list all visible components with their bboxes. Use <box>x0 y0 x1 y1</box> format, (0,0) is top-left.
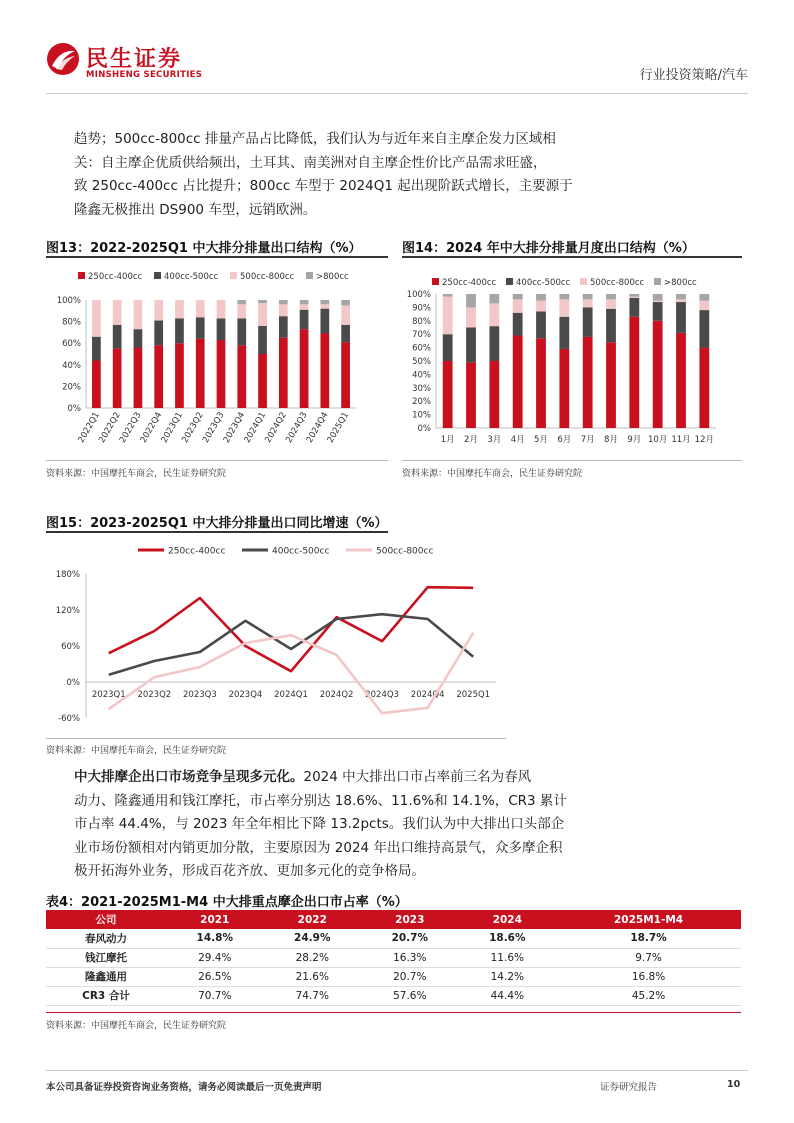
bar-segment <box>513 294 523 299</box>
body-lead: 中大排摩企出口市场竞争呈现多元化。 <box>74 769 304 785</box>
y-tick-label: 120% <box>55 606 80 616</box>
x-tick-label: 2025Q1 <box>456 690 491 700</box>
x-tick-label: 8月 <box>604 435 618 445</box>
x-tick-label: 12月 <box>694 435 714 445</box>
bar-segment <box>699 294 709 301</box>
figure-15-rule <box>46 531 388 533</box>
table-header-cell: 2024 <box>459 910 557 929</box>
x-tick-label: 2022Q4 <box>138 410 165 445</box>
bar-segment <box>583 337 593 428</box>
legend-swatch <box>580 278 587 285</box>
bar-segment <box>279 300 288 304</box>
x-tick-label: 2023Q3 <box>201 410 227 445</box>
bar-segment <box>676 299 686 302</box>
bar-segment <box>536 338 546 428</box>
bar-segment <box>676 294 686 299</box>
table-cell: 18.6% <box>459 929 557 948</box>
bar-segment <box>606 299 616 308</box>
body-line: 极开拓海外业务，形成百花齐放、更加多元化的竞争格局。 <box>74 863 425 879</box>
legend-label: 400cc-500cc <box>164 272 219 282</box>
x-tick-label: 2023Q2 <box>137 690 172 700</box>
bar-segment <box>175 343 184 408</box>
bar-segment <box>629 298 639 317</box>
bar-segment <box>237 345 246 408</box>
legend-swatch <box>230 272 237 279</box>
bar-segment <box>154 345 163 408</box>
y-tick-label: 40% <box>412 370 431 381</box>
body-line-rest: 2024 中大排出口市占率前三名为春风 <box>303 769 532 785</box>
table-header-cell: 2023 <box>361 910 459 929</box>
body-line <box>74 766 567 790</box>
x-tick-label: 9月 <box>627 435 642 445</box>
bar-segment <box>279 304 288 316</box>
bar-segment <box>320 300 329 304</box>
figure-15-chart <box>46 536 506 732</box>
bar-segment <box>489 303 499 326</box>
x-tick-label: 2025Q1 <box>325 410 352 445</box>
y-tick-label: 90% <box>412 303 431 314</box>
bar-segment <box>606 342 616 428</box>
bar-segment <box>92 360 101 408</box>
figure-15-foot-rule <box>46 738 506 739</box>
market-share-table <box>46 910 741 1006</box>
intro-line: 关：自主摩企优质供给频出，土耳其、南美洲对自主摩企性价比产品需求旺盛， <box>74 154 547 171</box>
x-tick-label: 6月 <box>557 435 572 445</box>
bar-segment <box>443 297 453 335</box>
figure-14-title: 图14：2024 年中大排分排量月度出口结构（%） <box>402 241 695 256</box>
body-line: 市占率 44.4%，与 2023 年全年相比下降 13.2pcts。我们认为中大排出口头部企 <box>74 816 565 832</box>
x-tick-label: 2024Q3 <box>284 410 310 445</box>
bar-segment <box>217 318 226 340</box>
y-tick-label: 0% <box>417 424 431 434</box>
intro-line: 致 250cc-400cc 占比提升；800cc 车型于 2024Q1 起出现阶跃式增长，主要源于 <box>74 178 573 194</box>
bar-segment <box>341 325 350 342</box>
x-tick-label: 2024Q2 <box>319 690 354 700</box>
table-cell: 24.9% <box>264 929 362 948</box>
x-tick-label: 2023Q4 <box>221 410 248 445</box>
y-tick-label: 30% <box>412 383 431 394</box>
legend-label: 500cc-800cc <box>240 272 295 282</box>
bar-segment <box>300 300 309 304</box>
legend-label: 500cc-800cc <box>590 278 645 288</box>
bar-segment <box>653 301 663 302</box>
y-tick-label: 180% <box>55 570 80 580</box>
x-tick-label: 2023Q2 <box>180 410 206 445</box>
table-cell: 26.5% <box>166 967 264 986</box>
table-header-cell: 2021 <box>166 910 264 929</box>
table-header-row <box>46 910 741 929</box>
page-number: 10 <box>727 1079 741 1090</box>
figure-15-source: 资料来源：中国摩托车商会，民生证券研究院 <box>46 746 227 756</box>
bar-segment <box>196 339 205 408</box>
table-4-title: 表4：2021-2025M1-M4 中大排重点摩企出口市占率（%） <box>46 895 408 910</box>
bar-segment <box>443 361 453 428</box>
bar-segment <box>653 294 663 301</box>
figure-15-title: 图15：2023-2025Q1 中大排分排量出口同比增速（%） <box>46 516 388 531</box>
table-cell: 16.8% <box>556 967 741 986</box>
table-cell: 春风动力 <box>46 929 166 948</box>
bar-segment <box>300 329 309 408</box>
figure-14-foot-rule <box>402 460 742 461</box>
table-cell: 20.7% <box>361 967 459 986</box>
bar-segment <box>154 300 163 321</box>
table-cell: 16.3% <box>361 948 459 967</box>
bar-segment <box>237 304 246 318</box>
table-cell: 44.4% <box>459 986 557 1005</box>
y-tick-label: 0% <box>67 404 81 414</box>
table-source: 资料来源：中国摩托车商会，民生证券研究院 <box>46 1021 227 1031</box>
table-cell: 74.7% <box>264 986 362 1005</box>
bar-segment <box>489 326 499 361</box>
y-tick-label: 60% <box>412 343 431 354</box>
legend-label: >800cc <box>316 272 349 282</box>
figure-13-title: 图13：2022-2025Q1 中大排分排量出口结构（%） <box>46 241 362 256</box>
x-tick-label: 2022Q3 <box>117 410 144 445</box>
bar-segment <box>341 305 350 324</box>
bar-segment <box>489 361 499 428</box>
bar-segment <box>443 334 453 361</box>
figure-13-rule <box>46 256 388 258</box>
x-tick-label: 2月 <box>464 435 478 445</box>
table-row <box>46 929 741 948</box>
series-line <box>109 633 473 713</box>
figure-14-rule <box>402 256 742 258</box>
intro-line: 隆鑫无极推出 DS900 车型，远销欧洲。 <box>74 201 317 218</box>
legend-label: 250cc-400cc <box>168 546 226 557</box>
x-tick-label: 11月 <box>671 435 691 445</box>
intro-paragraph <box>74 128 573 222</box>
y-tick-label: 0% <box>66 678 80 688</box>
bar-segment <box>653 302 663 321</box>
x-tick-label: 2024Q4 <box>304 410 331 445</box>
bar-segment <box>113 325 122 349</box>
table-header-cell: 2022 <box>264 910 362 929</box>
y-tick-label: 70% <box>412 330 431 341</box>
bar-segment <box>237 300 246 304</box>
table-cell: 70.7% <box>166 986 264 1005</box>
x-tick-label: 2024Q1 <box>242 410 269 445</box>
footer-disclaimer: 本公司具备证券投资咨询业务资格，请务必阅读最后一页免责声明 <box>46 1082 322 1093</box>
minsheng-logo-icon <box>46 42 80 76</box>
figure-13-foot-rule <box>46 460 388 461</box>
legend-swatch <box>654 278 661 285</box>
legend-swatch <box>506 278 513 285</box>
bar-segment <box>113 300 122 325</box>
bar-segment <box>513 313 523 336</box>
bar-segment <box>513 336 523 428</box>
bar-segment <box>320 309 329 334</box>
bar-segment <box>154 321 163 346</box>
y-tick-label: 50% <box>412 357 431 367</box>
table-cell: CR3 合计 <box>46 986 166 1005</box>
bar-segment <box>258 303 267 326</box>
legend-swatch <box>306 272 313 279</box>
table-foot-rule <box>46 1012 741 1013</box>
bar-segment <box>258 300 267 303</box>
x-tick-label: 2024Q2 <box>263 410 289 445</box>
figure-13-chart <box>46 262 388 458</box>
bar-segment <box>489 294 499 303</box>
bar-segment <box>536 294 546 301</box>
bar-segment <box>699 301 709 310</box>
bar-segment <box>300 304 309 309</box>
bar-segment <box>559 299 569 316</box>
legend-label: 250cc-400cc <box>88 272 143 282</box>
bar-segment <box>466 307 476 327</box>
y-tick-label: -60% <box>58 714 80 724</box>
bar-segment <box>466 328 476 363</box>
table-row <box>46 948 741 967</box>
bar-segment <box>320 304 329 308</box>
bar-segment <box>653 321 663 428</box>
legend-swatch <box>78 272 85 279</box>
bar-segment <box>279 316 288 338</box>
x-tick-label: 2024Q4 <box>410 690 445 700</box>
legend-label: >800cc <box>664 278 697 288</box>
bar-segment <box>699 310 709 348</box>
bar-segment <box>196 300 205 317</box>
legend-label: 250cc-400cc <box>442 278 497 288</box>
bar-segment <box>699 348 709 428</box>
bar-segment <box>113 349 122 408</box>
body-line: 动力、隆鑫通用和钱江摩托，市占率分别达 18.6%、11.6%和 14.1%，CR3 累计 <box>74 792 567 809</box>
bar-segment <box>175 300 184 318</box>
x-tick-label: 7月 <box>580 435 595 445</box>
figure-13-source: 资料来源：中国摩托车商会，民生证券研究院 <box>46 469 227 479</box>
table-cell: 45.2% <box>556 986 741 1005</box>
bar-segment <box>629 297 639 298</box>
y-tick-label: 20% <box>412 397 431 408</box>
table-row <box>46 967 741 986</box>
bar-segment <box>466 294 476 307</box>
bar-segment <box>279 338 288 408</box>
intro-line: 趋势；500cc-800cc 排量产品占比降低，我们认为与近年来自主摩企发力区域相 <box>74 131 556 147</box>
x-tick-label: 2023Q4 <box>228 690 263 700</box>
x-tick-label: 2023Q1 <box>91 690 126 700</box>
bar-segment <box>676 333 686 428</box>
bar-segment <box>237 318 246 345</box>
body-line: 业市场份额相对内销更加分散，主要原因为 2024 年出口维持高景气，众多摩企积 <box>74 839 563 856</box>
bar-segment <box>258 354 267 408</box>
bar-segment <box>559 349 569 428</box>
bar-segment <box>320 333 329 408</box>
bar-segment <box>341 342 350 408</box>
y-tick-label: 10% <box>412 410 431 421</box>
table-cell: 11.6% <box>459 948 557 967</box>
table-cell: 14.8% <box>166 929 264 948</box>
bar-segment <box>217 340 226 408</box>
x-tick-label: 2023Q3 <box>183 690 217 700</box>
bar-segment <box>583 307 593 336</box>
bar-segment <box>513 299 523 312</box>
bar-segment <box>443 294 453 297</box>
x-tick-label: 2023Q1 <box>159 410 186 445</box>
bar-segment <box>629 294 639 297</box>
logo-chinese-name: 民生证券 <box>86 47 183 72</box>
x-tick-label: 5月 <box>534 435 548 445</box>
legend-label: 400cc-500cc <box>272 546 330 557</box>
x-tick-label: 10月 <box>648 435 668 445</box>
y-tick-label: 100% <box>56 296 81 306</box>
legend-label: 400cc-500cc <box>516 278 571 288</box>
table-cell: 57.6% <box>361 986 459 1005</box>
bar-segment <box>217 300 226 318</box>
x-tick-label: 2022Q2 <box>97 410 123 445</box>
logo-english-name: MINSHENG SECURITIES <box>86 70 203 80</box>
bar-segment <box>175 318 184 343</box>
bar-segment <box>606 309 616 343</box>
bar-segment <box>606 294 616 299</box>
legend-swatch <box>154 272 161 279</box>
y-tick-label: 60% <box>61 642 80 652</box>
bar-segment <box>92 337 101 361</box>
bar-segment <box>466 362 476 428</box>
bar-segment <box>536 311 546 338</box>
x-tick-label: 3月 <box>487 435 502 445</box>
bar-segment <box>536 301 546 312</box>
bar-segment <box>583 294 593 299</box>
table-cell: 9.7% <box>556 948 741 967</box>
table-cell: 18.7% <box>556 929 741 948</box>
bar-segment <box>92 300 101 337</box>
table-cell: 28.2% <box>264 948 362 967</box>
table-cell: 14.2% <box>459 967 557 986</box>
table-cell: 29.4% <box>166 948 264 967</box>
bar-segment <box>134 329 143 347</box>
section-label: 行业投资策略/汽车 <box>639 68 748 83</box>
bar-segment <box>559 294 569 299</box>
bar-segment <box>258 326 267 354</box>
bar-segment <box>196 317 205 339</box>
legend-swatch <box>432 278 439 285</box>
page-header <box>46 40 748 94</box>
figure-14-chart <box>402 262 742 458</box>
table-cell: 隆鑫通用 <box>46 967 166 986</box>
table-row <box>46 986 741 1005</box>
bar-segment <box>341 300 350 305</box>
y-tick-label: 40% <box>62 360 81 371</box>
bar-segment <box>583 299 593 307</box>
y-tick-label: 60% <box>62 339 81 350</box>
footer-report-type: 证券研究报告 <box>600 1082 658 1093</box>
bar-segment <box>300 310 309 329</box>
x-tick-label: 2024Q1 <box>274 690 308 700</box>
table-cell: 21.6% <box>264 967 362 986</box>
body-paragraph <box>74 766 567 884</box>
x-tick-label: 2022Q1 <box>76 410 102 445</box>
y-tick-label: 100% <box>406 290 431 300</box>
bar-segment <box>559 317 569 349</box>
bar-segment <box>134 348 143 408</box>
x-tick-label: 2024Q3 <box>365 690 399 700</box>
table-cell: 20.7% <box>361 929 459 948</box>
table-header-cell: 2025M1-M4 <box>556 910 741 929</box>
table-cell: 钱江摩托 <box>46 948 166 967</box>
footer-rule <box>46 1070 748 1071</box>
legend-label: 500cc-800cc <box>376 546 434 557</box>
figure-14-source: 资料来源：中国摩托车商会，民生证券研究院 <box>402 469 583 479</box>
bar-segment <box>676 302 686 333</box>
x-tick-label: 4月 <box>510 435 525 445</box>
y-tick-label: 80% <box>62 317 81 328</box>
bar-segment <box>629 317 639 428</box>
y-tick-label: 20% <box>62 382 81 393</box>
x-tick-label: 1月 <box>440 435 455 445</box>
y-tick-label: 80% <box>412 316 431 327</box>
bar-segment <box>134 300 143 329</box>
table-header-cell: 公司 <box>46 910 166 929</box>
